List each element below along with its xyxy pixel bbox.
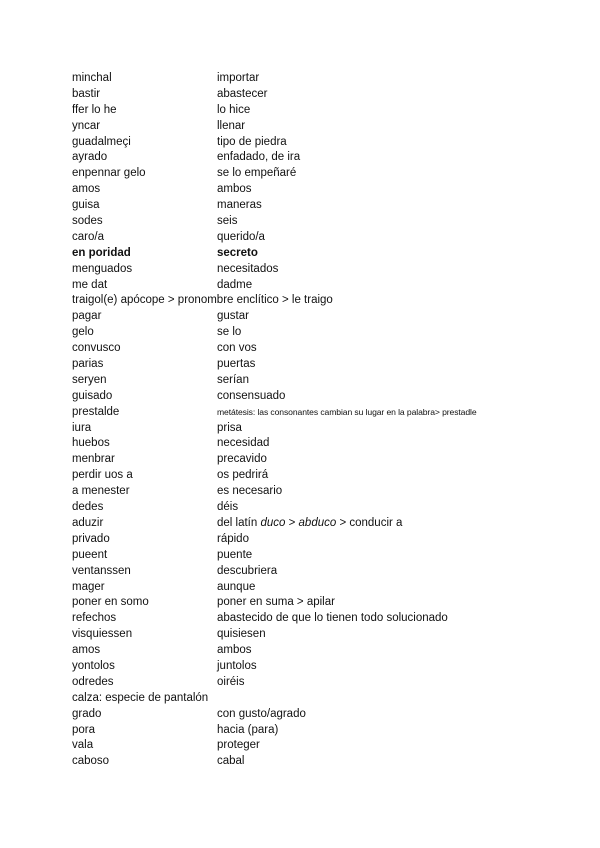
glossary-definition: puertas [217,358,256,371]
glossary-definition: necesitados [217,262,279,275]
glossary-term: bastir [72,87,101,100]
glossary-term: aduzir [72,516,104,529]
glossary-definition: serían [217,373,249,386]
glossary-row [72,675,592,691]
glossary-row [72,278,592,294]
glossary-list [72,71,592,770]
glossary-definition: abastecer [217,87,268,100]
glossary-row [72,198,592,214]
glossary-term: iura [72,421,92,434]
glossary-term: ventanssen [72,564,131,577]
glossary-definition: os pedrirá [217,469,269,482]
glossary-definition: prisa [217,421,242,434]
glossary-definition: ambos [217,644,252,657]
glossary-definition: proteger [217,739,260,752]
glossary-term: vala [72,739,94,752]
glossary-row [72,373,592,389]
glossary-row [72,293,592,309]
glossary-row [72,468,592,484]
glossary-definition: juntolos [217,659,257,672]
glossary-definition: necesidad [217,437,270,450]
glossary-term: visquiessen [72,628,133,641]
glossary-term: caboso [72,755,110,768]
glossary-term: yncar [72,119,101,132]
glossary-row [72,580,592,596]
glossary-definition: puente [217,548,253,561]
glossary-row [72,230,592,246]
glossary-row [72,135,592,151]
glossary-definition: descubriera [217,564,278,577]
glossary-row [72,246,592,262]
glossary-term: dedes [72,501,104,514]
glossary-definition: abastecido de que lo tienen todo solucionado [217,612,448,625]
glossary-definition: quisiesen [217,628,266,641]
glossary-definition: maneras [217,199,262,212]
glossary-term: guadalmeçi [72,135,131,148]
glossary-definition: se lo [217,326,242,339]
glossary-term: minchal [72,72,112,84]
glossary-definition: con gusto/agrado [217,707,306,720]
glossary-row [72,595,592,611]
glossary-term: huebos [72,437,110,450]
glossary-definition: del latín duco > abduco > conducir a [217,516,403,529]
glossary-term: mager [72,580,105,593]
glossary-row [72,611,592,627]
glossary-row [72,738,592,754]
glossary-row [72,659,592,675]
glossary-term: amos [72,644,101,657]
glossary-definition: llenar [217,119,246,132]
glossary-definition: poner en suma > apilar [217,596,335,609]
glossary-definition: aunque [217,580,256,593]
glossary-definition: tipo de piedra [217,135,287,148]
glossary-term: me dat [72,278,108,291]
glossary-definition: secreto [217,246,258,259]
glossary-definition: rápido [217,532,249,545]
glossary-row [72,723,592,739]
glossary-row [72,87,592,103]
glossary-term: pagar [72,310,102,323]
glossary-term: sodes [72,215,103,228]
glossary-term: seryen [72,373,107,386]
glossary-definition: dadme [217,278,253,291]
glossary-definition: gustar [217,310,249,323]
glossary-definition: lo hice [217,103,251,116]
glossary-term: ffer lo he [72,103,117,116]
glossary-row [72,421,592,437]
glossary-definition: consensuado [217,389,286,402]
glossary-term: en poridad [72,246,131,259]
glossary-row [72,627,592,643]
glossary-term: guisado [72,389,113,402]
glossary-row [72,309,592,325]
glossary-definition: metátesis: las consonantes cambian su lugar en la palabra> prestadle [217,406,477,417]
glossary-row [72,405,592,421]
glossary-row [72,754,592,770]
glossary-term: prestalde [72,405,120,418]
glossary-definition: es necesario [217,485,283,498]
glossary-row [72,548,592,564]
glossary-row [72,103,592,119]
glossary-term: perdir uos a [72,469,133,482]
glossary-definition: hacia (para) [217,723,279,736]
glossary-row [72,325,592,341]
glossary-row [72,516,592,532]
glossary-term: menbrar [72,453,115,466]
glossary-term: enpennar gelo [72,167,146,180]
glossary-term: caro/a [72,230,104,243]
glossary-row [72,389,592,405]
glossary-term: yontolos [72,659,115,672]
glossary-term: pora [72,723,96,736]
glossary-definition: seis [217,215,238,228]
glossary-row [72,341,592,357]
glossary-row [72,71,592,87]
glossary-term: ayrado [72,151,108,164]
glossary-full-line: traigol(e) apócope > pronombre enclítico > le traigo [72,294,333,307]
glossary-row [72,262,592,278]
glossary-row [72,357,592,373]
glossary-term: a menester [72,485,130,498]
glossary-row [72,532,592,548]
glossary-definition: querido/a [217,230,265,243]
glossary-term: refechos [72,612,117,625]
glossary-row [72,643,592,659]
glossary-term: privado [72,532,110,545]
glossary-term: convusco [72,342,121,355]
glossary-term: pueent [72,548,108,561]
glossary-term: guisa [72,199,100,212]
glossary-definition: con vos [217,342,257,355]
glossary-definition: oiréis [217,675,245,688]
glossary-full-line: calza: especie de pantalón [72,691,209,704]
glossary-definition: precavido [217,453,267,466]
glossary-term: grado [72,707,102,720]
glossary-row [72,214,592,230]
glossary-row [72,182,592,198]
glossary-row [72,150,592,166]
glossary-term: poner en somo [72,596,149,609]
glossary-row [72,484,592,500]
glossary-definition: déis [217,501,239,514]
glossary-row [72,119,592,135]
glossary-term: gelo [72,326,94,339]
glossary-row [72,436,592,452]
glossary-row [72,707,592,723]
glossary-row [72,500,592,516]
glossary-definition: ambos [217,183,252,196]
glossary-row [72,691,592,707]
glossary-row [72,166,592,182]
glossary-row [72,564,592,580]
glossary-row [72,452,592,468]
glossary-definition: enfadado, de ira [217,151,301,164]
glossary-definition: importar [217,72,260,84]
glossary-term: amos [72,183,101,196]
glossary-definition: se lo empeñaré [217,167,297,180]
glossary-definition: cabal [217,755,245,768]
glossary-term: parias [72,358,104,371]
glossary-term: odredes [72,675,114,688]
glossary-term: menguados [72,262,133,275]
